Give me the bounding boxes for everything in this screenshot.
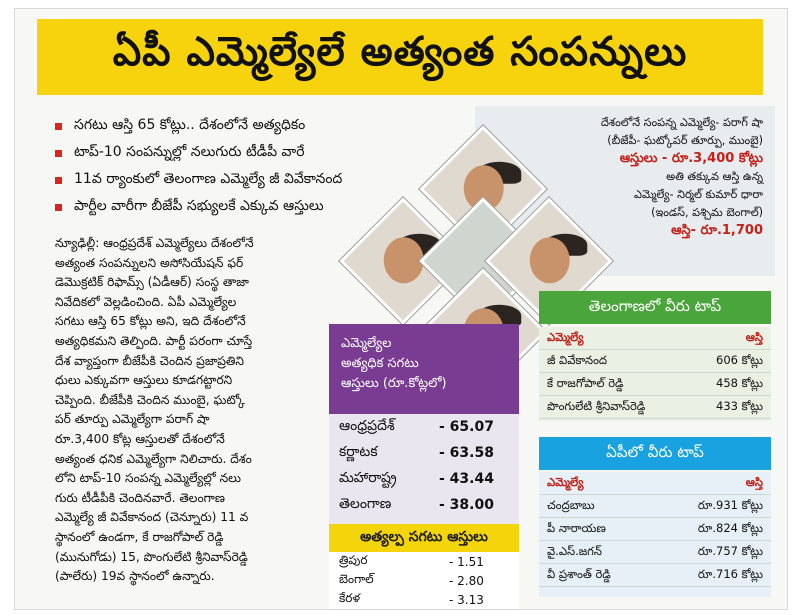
table-row <box>539 518 771 541</box>
state-value: - 43.44 <box>439 471 494 487</box>
column-header-mla: ఎమ్మెల్యే <box>547 474 584 489</box>
ap-top-table <box>539 472 771 597</box>
state-value: - 65.07 <box>439 419 494 435</box>
mla-assets: రూ.757 కోట్లు <box>697 543 763 558</box>
ap-top-title: ఏపీలో వీరు టాప్ <box>539 437 771 470</box>
avg-assets-table <box>329 414 519 524</box>
mla-assets: రూ.824 కోట్లు <box>697 520 763 535</box>
bullet-item <box>55 140 465 167</box>
avg-assets-title-box <box>329 324 519 424</box>
mla-name: కే రాజగోపాల్ రెడ్డి <box>547 375 624 390</box>
lowest-assets-row <box>329 571 519 590</box>
richest-assets: ఆస్తులు - రూ.3,400 కోట్లు <box>619 151 763 166</box>
mla-assets: 458 కోట్లు <box>716 375 763 390</box>
mla-name: జీ వివేకానంద <box>547 352 608 367</box>
table-row <box>539 396 771 419</box>
mla-assets: 433 కోట్లు <box>716 398 763 413</box>
mla-name: వై.ఎస్.జగన్ <box>547 543 602 558</box>
poorest-party-line: (ఇండస్, పశ్చిమ బెంగాల్) <box>651 206 763 219</box>
poorest-name-line: ఎమ్మెల్యే- నిర్మల్ కుమార్ ధారా <box>634 188 763 201</box>
lowest-assets-row <box>329 552 519 571</box>
poorest-line: అతి తక్కువ ఆస్తి ఉన్న <box>666 170 763 183</box>
mla-name: పొంగులేటి శ్రీనివాస్‌రెడ్డి <box>547 398 646 413</box>
table-header-row <box>539 472 771 495</box>
column-header-mla: ఎమ్మెల్యే <box>547 329 584 344</box>
portrait-face-shape <box>384 237 424 283</box>
avg-assets-title: ఎమ్మెల్యేల అత్యధిక సగటు ఆస్తులు (రూ.కోట్లలో) <box>341 336 447 391</box>
avg-assets-row <box>329 414 519 440</box>
mla-name: వీ ప్రశాంత్ రెడ్డి <box>547 566 611 581</box>
avg-assets-row <box>329 492 519 518</box>
mla-assets: రూ.716 కోట్లు <box>697 566 763 581</box>
state-name: కర్ణాటక <box>339 443 378 460</box>
bullet-item <box>55 167 465 194</box>
article-body: న్యూఢిల్లీ: ఆంధ్రప్రదేశ్ ఎమ్మెల్యేలు దేశంలోనే అత్యంత సంపన్నులని అసోసియేషన్ ఫర్ డెమొక్రటిక్ రిఫామ్స్ (ఏడీఆర్) సంస్థ తాజా నివేదికలో వెల్లడించింది. ఏపీ ఎమ్మెల్యేల సగటు ఆస్తి 65 కోట్లు అని, ఇది దేశంలోనే అత్యధికమని తెల్పింది. పార్టీ పరంగా చూస్తే దేశ వ్యాప్తంగా బీజేపీకి చెందిన ప్రజాప్రతిని ధులు ఎక్కువగా ఆస్తులు కూడగట్టారని చెప్పింది. బీజేపీకి చెందిన ముంబై, ఘట్కో పర్ తూర్పు ఎమ్మెల్యేగా పరాగ్ షా రూ.3,400 కోట్ల ఆస్తులతో దేశంలోనే అత్యంత ధనిక ఎమ్మెల్యేగా నిలిచారు. దేశం లోని టాప్-10 సంపన్న ఎమ్మెల్యేల్లో నలు గురు టీడీపీకి చెందినవారే. తెలంగాణ ఎమ్మెల్యే జీ వివేకానంద (చెన్నూరు) 11 వ స్థానంలో ఉండగా, కే రాజగోపాల్ రెడ్డి (మునుగోడు) 15, పొంగులేటి శ్రీనివాస్‌రెడ్డి (పాలేరు) 19వ స్థానంలో ఉన్నారు. <box>55 236 254 584</box>
table-row <box>539 541 771 564</box>
telangana-top-title: తెలంగాణలో వీరు టాప్ <box>539 291 771 324</box>
state-name: త్రిపుర <box>339 553 368 567</box>
mla-assets: 606 కోట్లు <box>716 352 763 367</box>
lowest-assets-row <box>329 590 519 609</box>
bullet-item <box>55 113 465 140</box>
state-value: - 63.58 <box>439 445 494 461</box>
bullet-text: 11వ ర్యాంకులో తెలంగాణ ఎమ్మెల్యే జీ వివేకానంద <box>74 171 343 187</box>
bullet-text: పార్టీల వారీగా బీజేపీ సభ్యులకే ఎక్కువ ఆస్తులు <box>74 198 324 214</box>
table-header-row <box>539 327 771 350</box>
lowest-assets-table <box>329 552 519 609</box>
bullet-text: టాప్-10 సంపన్నుల్లో నలుగురు టీడీపీ వారే <box>74 144 305 160</box>
state-name: మహారాష్ట్ర <box>339 469 397 486</box>
mla-name: చంద్రబాబు <box>547 497 595 512</box>
column-header-assets: ఆస్తి <box>745 329 763 344</box>
state-name: బెంగాల్ <box>339 572 374 586</box>
bullet-square-icon <box>55 204 62 211</box>
state-value: - 3.13 <box>449 592 484 607</box>
state-name: ఆంధ్రప్రదేశ్ <box>339 417 395 434</box>
state-value: - 2.80 <box>449 573 484 588</box>
mla-assets: రూ.931 కోట్లు <box>697 497 763 512</box>
richest-line: దేశంలోనే సంపన్న ఎమ్మెల్యే- పరాగ్ షా <box>601 116 763 129</box>
bullet-square-icon <box>55 123 62 130</box>
headline: ఏపీ ఎమ్మెల్యేలే అత్యంత సంపన్నులు <box>37 19 763 95</box>
bullet-square-icon <box>55 150 62 157</box>
state-name: తెలంగాణ <box>339 495 392 512</box>
bullet-text: సగటు ఆస్తి 65 కోట్లు.. దేశంలోనే అత్యధికం <box>74 117 306 133</box>
lowest-assets-title: అత్యల్ప సగటు ఆస్తులు <box>329 524 519 552</box>
table-row <box>539 350 771 373</box>
table-row <box>539 373 771 396</box>
richest-party-line: (బీజేపీ- ఘట్కోపర్ తూర్పు, ముంబై) <box>607 134 763 147</box>
telangana-top-table <box>539 327 771 421</box>
column-header-assets: ఆస్తి <box>745 474 763 489</box>
portrait-face-shape <box>530 237 570 283</box>
avg-assets-row <box>329 440 519 466</box>
avg-assets-row <box>329 466 519 492</box>
table-row <box>539 564 771 587</box>
state-value: - 1.51 <box>449 554 484 569</box>
state-value: - 38.00 <box>439 497 494 513</box>
newspaper-clipping <box>14 8 788 610</box>
table-row <box>539 495 771 518</box>
poorest-assets: ఆస్తి- రూ.1,700 <box>671 223 763 238</box>
mla-name: పీ నారాయణ <box>547 520 606 535</box>
bullet-square-icon <box>55 177 62 184</box>
state-name: కేరళ <box>339 591 361 605</box>
